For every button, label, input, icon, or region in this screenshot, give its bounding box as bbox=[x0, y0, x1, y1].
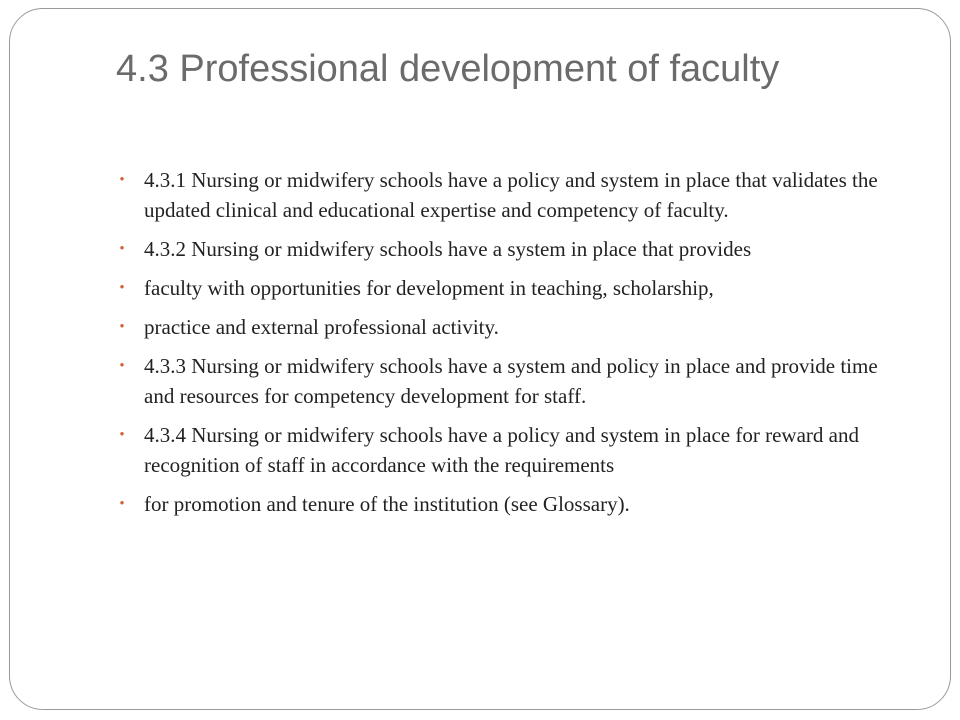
bullet-text: 4.3.2 Nursing or midwifery schools have a system in place that provides bbox=[144, 237, 752, 261]
bullet-item-4-3-3 bbox=[116, 351, 906, 411]
slide-frame bbox=[9, 8, 951, 710]
bullet-icon: • bbox=[119, 427, 125, 443]
bullet-item-4-3-2-cont-2 bbox=[116, 312, 906, 342]
bullet-item-4-3-2-cont-1 bbox=[116, 273, 906, 303]
bullet-icon: • bbox=[119, 496, 125, 512]
bullet-text: 4.3.4 Nursing or midwifery schools have a policy and system in place for reward and recognition of staff in accordance with the requirements bbox=[144, 423, 859, 477]
bullet-text: 4.3.3 Nursing or midwifery schools have a system and policy in place and provide time and resources for competency development for staff. bbox=[144, 354, 878, 408]
bullet-text: practice and external professional activity. bbox=[144, 315, 499, 339]
bullet-list bbox=[116, 165, 906, 528]
slide-title: 4.3 Professional development of faculty bbox=[116, 48, 780, 90]
bullet-icon: • bbox=[119, 358, 125, 374]
bullet-item-4-3-1 bbox=[116, 165, 906, 225]
bullet-icon: • bbox=[119, 280, 125, 296]
bullet-icon: • bbox=[119, 172, 125, 188]
bullet-icon: • bbox=[119, 319, 125, 335]
bullet-item-4-3-4-cont bbox=[116, 489, 906, 519]
bullet-icon: • bbox=[119, 241, 125, 257]
bullet-text: faculty with opportunities for development in teaching, scholarship, bbox=[144, 276, 714, 300]
bullet-text: 4.3.1 Nursing or midwifery schools have a policy and system in place that validates the updated clinical and educational expertise and competency of faculty. bbox=[144, 168, 878, 222]
bullet-item-4-3-2 bbox=[116, 234, 906, 264]
bullet-item-4-3-4 bbox=[116, 420, 906, 480]
bullet-text: for promotion and tenure of the institution (see Glossary). bbox=[144, 492, 630, 516]
